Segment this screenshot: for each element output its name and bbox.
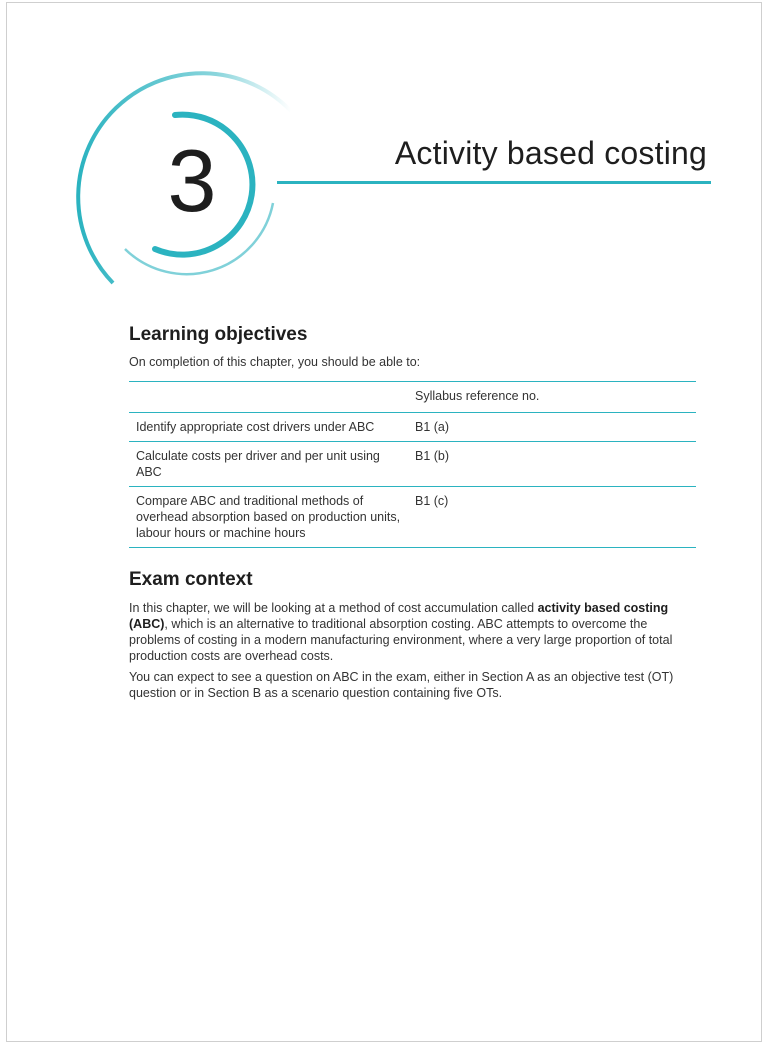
syllabus-ref-cell: B1 (b) xyxy=(408,442,696,487)
chapter-title: Activity based costing xyxy=(394,135,707,171)
exam-context-heading: Exam context xyxy=(129,569,253,590)
syllabus-ref-cell: B1 (a) xyxy=(408,413,696,442)
table-header-cell xyxy=(129,382,408,413)
table-header-row xyxy=(129,382,696,413)
document-page xyxy=(6,2,762,1042)
objective-cell: Calculate costs per driver and per unit using ABC xyxy=(129,442,408,487)
objective-cell: Identify appropriate cost drivers under ABC xyxy=(129,413,408,442)
exam-context-paragraph: You can expect to see a question on ABC in the exam, either in Section A as an objective test (OT) question or in Section B as a scenario question containing five OTs. xyxy=(129,670,674,700)
objective-cell: Compare ABC and traditional methods of overhead absorption based on production units, labour hours or machine hours xyxy=(129,487,408,548)
exam-context-paragraph: In this chapter, we will be looking at a method of cost accumulation called activity based costing (ABC), which is an alternative to traditional absorption costing. ABC attempts to overcome the problems of costing in a modern manufacturing environment, where a very large proportion of total production costs are overhead costs. xyxy=(129,601,673,663)
table-row xyxy=(129,413,696,442)
exam-context-body xyxy=(129,600,699,706)
table-row xyxy=(129,487,696,548)
chapter-number: 3 xyxy=(167,131,217,230)
header-rule xyxy=(277,181,711,184)
learning-objectives-heading: Learning objectives xyxy=(129,324,308,345)
learning-objectives-intro: On completion of this chapter, you should be able to: xyxy=(129,355,421,369)
table-header-cell: Syllabus reference no. xyxy=(408,382,696,413)
syllabus-ref-cell: B1 (c) xyxy=(408,487,696,548)
bold-term: activity based costing (ABC) xyxy=(129,601,669,631)
objectives-table xyxy=(129,381,696,548)
table-row xyxy=(129,442,696,487)
